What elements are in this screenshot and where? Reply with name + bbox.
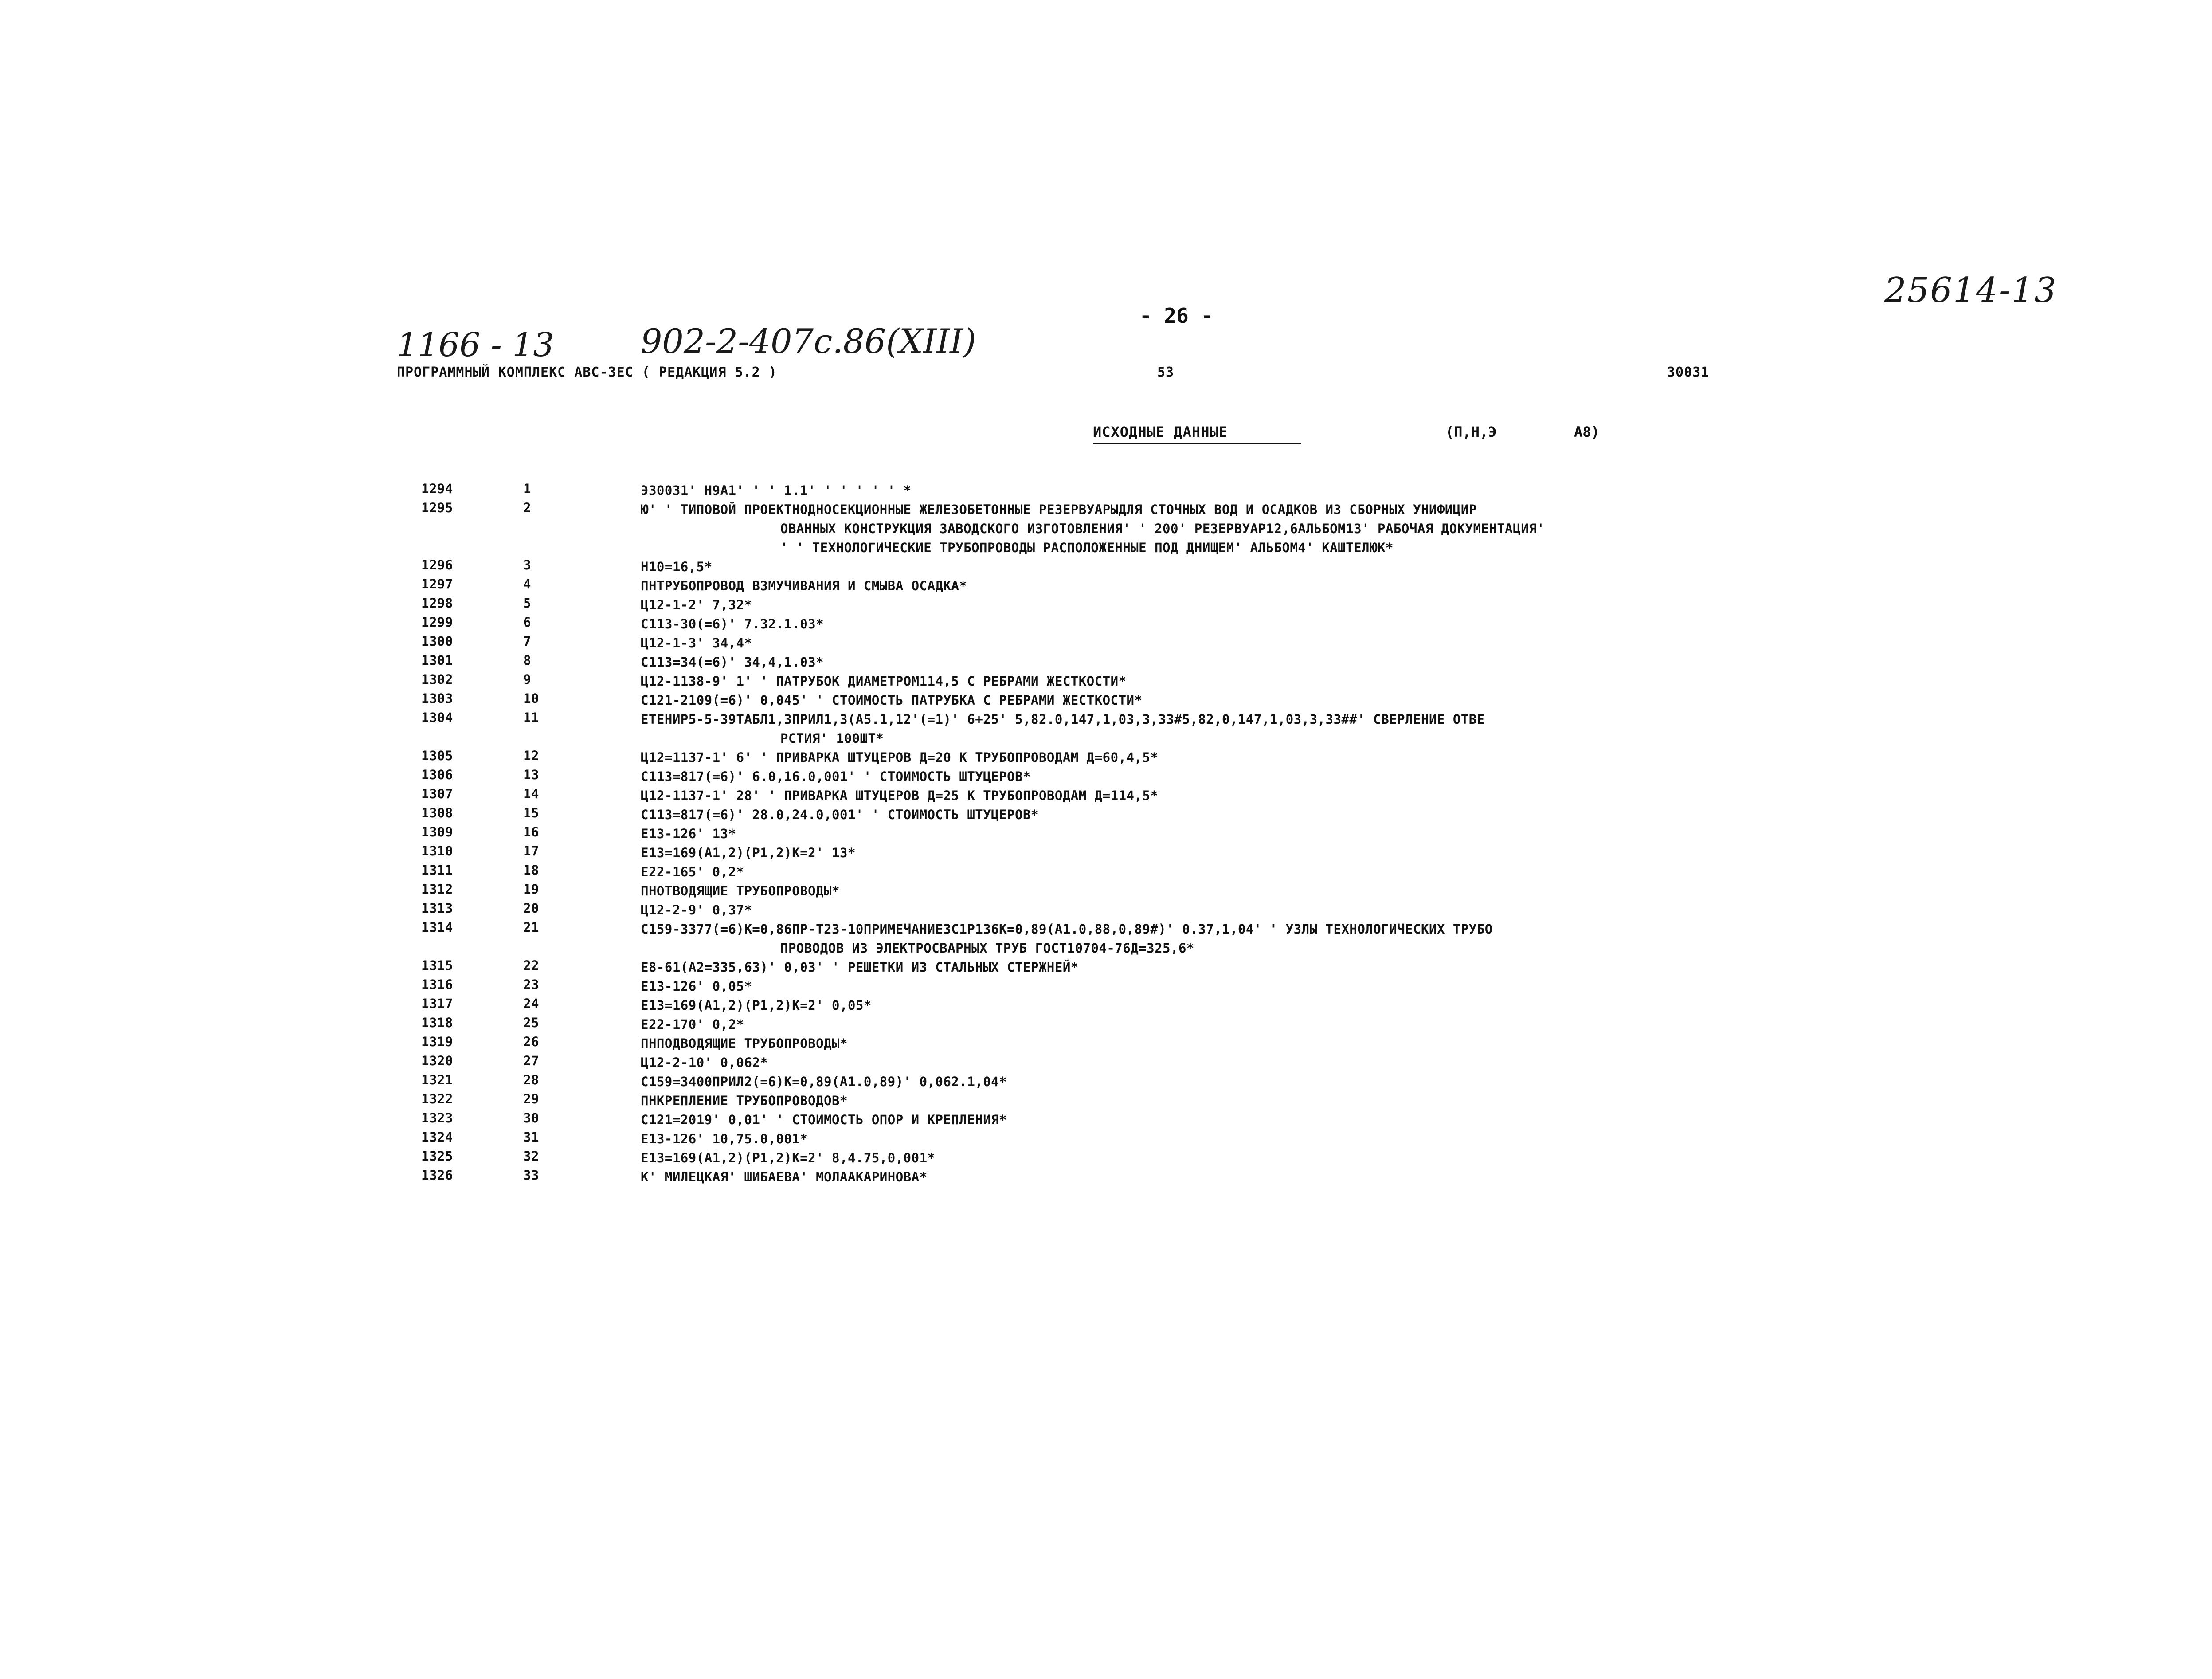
record-text: С113-30(=6)' 7.32.1.03* bbox=[641, 616, 824, 632]
listing-row bbox=[0, 710, 2212, 748]
record-text: С121-2109(=6)' 0,045' ' СТОИМОСТЬ ПАТРУБКА С РЕБРАМИ ЖЕСТКОСТИ* bbox=[641, 693, 1143, 708]
record-text: Ц12-1137-1' 28' ' ПРИВАРКА ШТУЦЕРОВ Д=25 К ТРУБОПРОВОДАМ Д=114,5* bbox=[641, 788, 1159, 803]
record-text: Ю' ' ТИПОВОЙ ПРОЕКТНОДНОСЕКЦИОННЫЕ ЖЕЛЕЗОБЕТОННЫЕ РЕЗЕРВУАРЫДЛЯ СТОЧНЫХ ВОД И ОСАДКОВ ИЗ СБОРНЫХ УНИФИЦИР bbox=[641, 502, 1477, 517]
listing-row bbox=[0, 843, 2212, 863]
sequence-number: 7 bbox=[523, 634, 531, 649]
title-underline bbox=[1093, 443, 1301, 445]
sequence-number: 25 bbox=[523, 1015, 539, 1030]
line-number: 1308 bbox=[421, 805, 453, 820]
listing-row bbox=[0, 615, 2212, 634]
sequence-number: 14 bbox=[523, 786, 539, 801]
sequence-number: 2 bbox=[523, 500, 531, 515]
sequence-number: 19 bbox=[523, 882, 539, 897]
sequence-number: 26 bbox=[523, 1034, 539, 1049]
listing-row bbox=[0, 577, 2212, 596]
sequence-number: 21 bbox=[523, 920, 539, 935]
record-text: ПНКРЕПЛЕНИЕ ТРУБОПРОВОДОВ* bbox=[641, 1093, 848, 1108]
listing-row bbox=[0, 824, 2212, 843]
sequence-number: 1 bbox=[523, 481, 531, 496]
line-number: 1315 bbox=[421, 958, 453, 973]
line-number: 1306 bbox=[421, 767, 453, 782]
line-number: 1323 bbox=[421, 1110, 453, 1126]
listing-row bbox=[0, 1149, 2212, 1168]
record-text: Е13-126' 0,05* bbox=[641, 979, 752, 994]
listing-row bbox=[0, 767, 2212, 786]
line-number: 1309 bbox=[421, 824, 453, 840]
record-text: Е22-165' 0,2* bbox=[641, 864, 744, 879]
line-number: 1326 bbox=[421, 1168, 453, 1183]
listing-row bbox=[0, 920, 2212, 958]
listing-row bbox=[0, 901, 2212, 920]
record-text: Е13-126' 13* bbox=[641, 826, 736, 841]
record-text: Ц12-1-3' 34,4* bbox=[641, 636, 752, 651]
sequence-number: 12 bbox=[523, 748, 539, 763]
listing-row bbox=[0, 557, 2212, 577]
line-number: 1297 bbox=[421, 577, 453, 592]
sequence-number: 11 bbox=[523, 710, 539, 725]
sequence-number: 17 bbox=[523, 843, 539, 859]
listing-row bbox=[0, 786, 2212, 805]
record-text: С121=2019' 0,01' ' СТОИМОСТЬ ОПОР И КРЕПЛЕНИЯ* bbox=[641, 1112, 1007, 1127]
section-title: ИСХОДНЫЕ ДАННЫЕ bbox=[1093, 424, 1228, 440]
line-number: 1325 bbox=[421, 1149, 453, 1164]
line-number: 1310 bbox=[421, 843, 453, 859]
sheet-number: 53 bbox=[1157, 365, 1175, 380]
record-text: Е13-126' 10,75.0,001* bbox=[641, 1131, 808, 1146]
line-number: 1295 bbox=[421, 500, 453, 515]
record-text: Н10=16,5* bbox=[641, 559, 713, 574]
line-number: 1299 bbox=[421, 615, 453, 630]
record-text: К' МИЛЕЦКАЯ' ШИБАЕВА' МОЛААКАРИНОВА* bbox=[641, 1169, 928, 1185]
record-text: Е8-61(А2=335,63)' 0,03' ' РЕШЕТКИ ИЗ СТАЛЬНЫХ СТЕРЖНЕЙ* bbox=[641, 960, 1079, 975]
listing-row bbox=[0, 977, 2212, 996]
record-text: ПНТРУБОПРОВОД ВЗМУЧИВАНИЯ И СМЫВА ОСАДКА* bbox=[641, 578, 967, 593]
left-handwritten-code: 1166 - 13 bbox=[397, 326, 554, 364]
line-number: 1298 bbox=[421, 596, 453, 611]
record-text: Е13=169(А1,2)(Р1,2)К=2' 0,05* bbox=[641, 998, 872, 1013]
line-number: 1314 bbox=[421, 920, 453, 935]
sequence-number: 4 bbox=[523, 577, 531, 592]
listing-row bbox=[0, 958, 2212, 977]
line-number: 1300 bbox=[421, 634, 453, 649]
line-number: 1322 bbox=[421, 1091, 453, 1106]
sequence-number: 10 bbox=[523, 691, 539, 706]
line-number: 1320 bbox=[421, 1053, 453, 1068]
section-note: (П,Н,Э bbox=[1445, 424, 1497, 440]
record-text: ПНОТВОДЯЩИЕ ТРУБОПРОВОДЫ* bbox=[641, 883, 840, 898]
record-text: С113=34(=6)' 34,4,1.03* bbox=[641, 655, 824, 670]
record-text: ЕТЕНИР5-5-39ТАБЛ1,3ПРИЛ1,3(А5.1,12'(=1)' 6+25' 5,82.0,147,1,03,3,33#5,82,0,147,1,03,3,33##' СВЕРЛЕНИЕ ОТВЕ bbox=[641, 712, 1485, 727]
record-text-continuation: РСТИЯ' 100ШТ* bbox=[780, 731, 884, 746]
listing-row bbox=[0, 1015, 2212, 1034]
line-number: 1313 bbox=[421, 901, 453, 916]
page-number: - 26 - bbox=[1139, 304, 1214, 328]
record-text: Э30031' Н9А1' ' ' 1.1' ' ' ' ' ' * bbox=[641, 483, 912, 498]
sequence-number: 30 bbox=[523, 1110, 539, 1126]
line-number: 1312 bbox=[421, 882, 453, 897]
line-number: 1311 bbox=[421, 863, 453, 878]
line-number: 1316 bbox=[421, 977, 453, 992]
record-text: Е13=169(А1,2)(Р1,2)К=2' 8,4.75,0,001* bbox=[641, 1150, 936, 1165]
record-text: Ц12=1137-1' 6' ' ПРИВАРКА ШТУЦЕРОВ Д=20 К ТРУБОПРОВОДАМ Д=60,4,5* bbox=[641, 750, 1159, 765]
line-number: 1317 bbox=[421, 996, 453, 1011]
listing-row bbox=[0, 805, 2212, 824]
listing-row bbox=[0, 1053, 2212, 1072]
listing-row bbox=[0, 691, 2212, 710]
sequence-number: 13 bbox=[523, 767, 539, 782]
sequence-number: 20 bbox=[523, 901, 539, 916]
sequence-number: 6 bbox=[523, 615, 531, 630]
record-text: Е13=169(А1,2)(Р1,2)К=2' 13* bbox=[641, 845, 856, 860]
listing-row bbox=[0, 1034, 2212, 1053]
sequence-number: 23 bbox=[523, 977, 539, 992]
listing-row bbox=[0, 748, 2212, 767]
line-number: 1324 bbox=[421, 1130, 453, 1145]
listing-row bbox=[0, 1130, 2212, 1149]
record-text: С113=817(=6)' 28.0,24.0,001' ' СТОИМОСТЬ ШТУЦЕРОВ* bbox=[641, 807, 1039, 822]
line-number: 1296 bbox=[421, 557, 453, 573]
line-number: 1321 bbox=[421, 1072, 453, 1087]
line-number: 1301 bbox=[421, 653, 453, 668]
listing-row bbox=[0, 1072, 2212, 1091]
listing-row bbox=[0, 500, 2212, 557]
line-number: 1304 bbox=[421, 710, 453, 725]
listing-row bbox=[0, 882, 2212, 901]
listing-row bbox=[0, 996, 2212, 1015]
program-header: ПРОГРАММНЫЙ КОМПЛЕКС АВС-ЗЕС ( РЕДАКЦИЯ 5.2 ) bbox=[397, 365, 777, 380]
listing-row bbox=[0, 634, 2212, 653]
line-number: 1305 bbox=[421, 748, 453, 763]
sequence-number: 28 bbox=[523, 1072, 539, 1087]
listing-row bbox=[0, 1091, 2212, 1110]
input-data-listing bbox=[0, 481, 2212, 1187]
sequence-number: 16 bbox=[523, 824, 539, 840]
sequence-number: 27 bbox=[523, 1053, 539, 1068]
record-text: Ц12-2-10' 0,062* bbox=[641, 1055, 768, 1070]
listing-row bbox=[0, 672, 2212, 691]
sequence-number: 5 bbox=[523, 596, 531, 611]
sequence-number: 18 bbox=[523, 863, 539, 878]
listing-row bbox=[0, 1110, 2212, 1130]
sequence-number: 29 bbox=[523, 1091, 539, 1106]
line-number: 1302 bbox=[421, 672, 453, 687]
listing-row bbox=[0, 653, 2212, 672]
sequence-number: 33 bbox=[523, 1168, 539, 1183]
record-text: Е22-170' 0,2* bbox=[641, 1017, 744, 1032]
project-code: 902-2-407с.86(XIII) bbox=[641, 322, 976, 361]
record-text: С159=3400ПРИЛ2(=6)К=0,89(А1.0,89)' 0,062.1,04* bbox=[641, 1074, 1007, 1089]
sequence-number: 31 bbox=[523, 1130, 539, 1145]
object-code: 30031 bbox=[1667, 365, 1710, 380]
listing-row bbox=[0, 481, 2212, 500]
sequence-number: 24 bbox=[523, 996, 539, 1011]
line-number: 1303 bbox=[421, 691, 453, 706]
line-number: 1318 bbox=[421, 1015, 453, 1030]
record-text: Ц12-1138-9' 1' ' ПАТРУБОК ДИАМЕТРОМ114,5 С РЕБРАМИ ЖЕСТКОСТИ* bbox=[641, 674, 1127, 689]
listing-row bbox=[0, 863, 2212, 882]
line-number: 1307 bbox=[421, 786, 453, 801]
record-text: С113=817(=6)' 6.0,16.0,001' ' СТОИМОСТЬ ШТУЦЕРОВ* bbox=[641, 769, 1031, 784]
record-text: ПНПОДВОДЯЩИЕ ТРУБОПРОВОДЫ* bbox=[641, 1036, 848, 1051]
section-note-2: А8) bbox=[1574, 424, 1600, 440]
record-text: Ц12-2-9' 0,37* bbox=[641, 902, 752, 918]
record-text-continuation: ' ' ТЕХНОЛОГИЧЕСКИЕ ТРУБОПРОВОДЫ РАСПОЛОЖЕННЫЕ ПОД ДНИЩЕМ' АЛЬБОМ4' КАШТЕЛЮК* bbox=[780, 540, 1394, 555]
listing-row bbox=[0, 596, 2212, 615]
sequence-number: 9 bbox=[523, 672, 531, 687]
sequence-number: 8 bbox=[523, 653, 531, 668]
record-text-continuation: ПРОВОДОВ ИЗ ЭЛЕКТРОСВАРНЫХ ТРУБ ГОСТ10704-76Д=325,6* bbox=[780, 941, 1194, 956]
inventory-number: 25614-13 bbox=[1884, 271, 2057, 310]
record-text: С159-3377(=6)К=0,86ПР-Т23-10ПРИМЕЧАНИЕЗС1Р136К=0,89(А1.0,88,0,89#)' 0.37,1,04' ' УЗЛЫ ТЕХНОЛОГИЧЕСКИХ ТРУБО bbox=[641, 922, 1493, 937]
line-number: 1294 bbox=[421, 481, 453, 496]
record-text-continuation: ОВАННЫХ КОНСТРУКЦИЯ ЗАВОДСКОГО ИЗГОТОВЛЕНИЯ' ' 200' РЕЗЕРВУАР12,6АЛЬБОМ13' РАБОЧАЯ ДОКУМЕНТАЦИЯ' bbox=[780, 521, 1545, 536]
sequence-number: 15 bbox=[523, 805, 539, 820]
sequence-number: 3 bbox=[523, 557, 531, 573]
record-text: Ц12-1-2' 7,32* bbox=[641, 597, 752, 612]
sequence-number: 32 bbox=[523, 1149, 539, 1164]
listing-row bbox=[0, 1168, 2212, 1187]
sequence-number: 22 bbox=[523, 958, 539, 973]
line-number: 1319 bbox=[421, 1034, 453, 1049]
